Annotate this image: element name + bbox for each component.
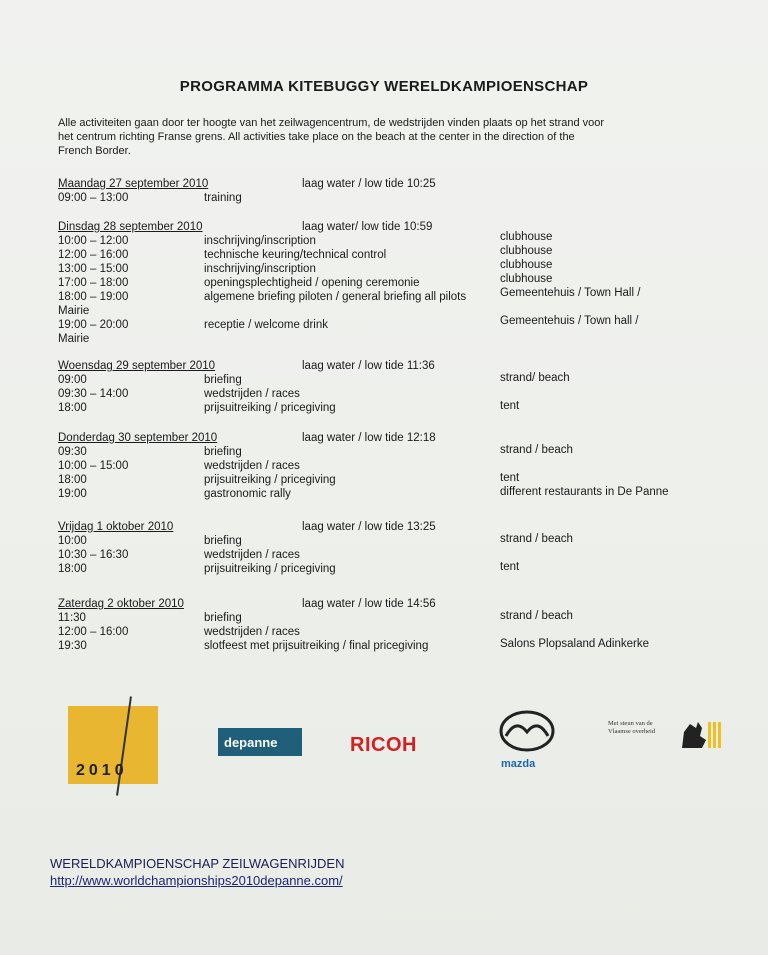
- day-block: [58, 221, 738, 347]
- day-name: Maandag 27 september 2010: [58, 178, 209, 190]
- day-block: [58, 178, 738, 206]
- mazda-wordmark: mazda: [501, 758, 536, 770]
- time-cell: 19:30: [58, 640, 87, 652]
- location-cell: tent: [500, 400, 520, 412]
- day-header: [58, 432, 738, 446]
- time-cell: 18:00: [58, 474, 87, 486]
- time-cell: 19:00 – 20:00: [58, 319, 129, 331]
- time-cell: 12:00 – 16:00: [58, 249, 129, 261]
- ricoh-logo: RICOH: [350, 734, 417, 756]
- time-cell: 17:00 – 18:00: [58, 277, 129, 289]
- schedule-row: [58, 315, 738, 333]
- day-block: [58, 521, 738, 577]
- activity-cell: wedstrijden / races: [204, 549, 300, 561]
- activity-cell: inschrijving/inscription: [204, 263, 316, 275]
- schedule-row: [58, 388, 738, 402]
- schedule-row: [58, 549, 738, 563]
- location-cell: strand/ beach: [500, 372, 570, 384]
- day-block: [58, 360, 738, 416]
- time-cell: 09:30: [58, 446, 87, 458]
- activity-cell: briefing: [204, 374, 242, 386]
- location-cell: strand / beach: [500, 610, 573, 622]
- time-cell: 13:00 – 15:00: [58, 263, 129, 275]
- schedule-row: [58, 192, 738, 206]
- day-header: [58, 521, 738, 535]
- flemish-lion-icon: [678, 718, 722, 754]
- activity-cell: briefing: [204, 446, 242, 458]
- mazda-emblem-icon: [498, 710, 556, 756]
- activity-cell: receptie / welcome drink: [204, 319, 328, 331]
- schedule-row: [58, 563, 738, 577]
- location-cell: Gemeentehuis / Town hall /: [500, 315, 639, 327]
- schedule-row: [58, 535, 738, 549]
- time-cell: 09:00: [58, 374, 87, 386]
- logo-year-text: 2010: [76, 762, 128, 779]
- depanne-logo: depanne: [218, 728, 302, 756]
- activity-cell: wedstrijden / races: [204, 388, 300, 400]
- schedule-row: [58, 612, 738, 626]
- activity-cell: prijsuitreiking / pricegiving: [204, 402, 336, 414]
- location-cell: tent: [500, 561, 520, 573]
- day-header: [58, 360, 738, 374]
- time-cell: 09:00 – 13:00: [58, 192, 129, 204]
- schedule-row: [58, 446, 738, 460]
- schedule-row: [58, 640, 738, 654]
- location-cell: clubhouse: [500, 273, 553, 285]
- activity-cell: technische keuring/technical control: [204, 249, 387, 261]
- day-name: Donderdag 30 september 2010: [58, 432, 218, 444]
- time-cell: 10:00 – 12:00: [58, 235, 129, 247]
- time-cell: 09:30 – 14:00: [58, 388, 129, 400]
- location-cell: different restaurants in De Panne: [500, 486, 669, 498]
- time-cell: 18:00: [58, 563, 87, 575]
- activity-cell: slotfeest met prijsuitreiking / final pricegiving: [204, 640, 429, 652]
- low-tide-info: laag water / low tide 13:25: [302, 521, 436, 533]
- low-tide-info: laag water / low tide 14:56: [302, 598, 436, 610]
- day-header: [58, 178, 738, 192]
- location-cell: strand / beach: [500, 444, 573, 456]
- activity-cell: briefing: [204, 612, 242, 624]
- logo-mast-line: [116, 696, 132, 795]
- day-name: Zaterdag 2 oktober 2010: [58, 598, 184, 610]
- activity-cell: prijsuitreiking / pricegiving: [204, 474, 336, 486]
- day-name: Dinsdag 28 september 2010: [58, 221, 203, 233]
- day-block: [58, 598, 738, 654]
- low-tide-info: laag water/ low tide 10:59: [302, 221, 433, 233]
- time-cell: 10:00 – 15:00: [58, 460, 129, 472]
- day-name: Woensdag 29 september 2010: [58, 360, 216, 372]
- mazda-logo: [498, 710, 558, 770]
- intro-line: het centrum richting Franse grens. All activities take place on the beach at the center in the direction of the: [58, 131, 575, 143]
- schedule-row: [58, 460, 738, 474]
- schedule-row: [58, 245, 738, 263]
- location-cell: strand / beach: [500, 533, 573, 545]
- location-cell: clubhouse: [500, 231, 553, 243]
- activity-cell: wedstrijden / races: [204, 626, 300, 638]
- low-tide-info: laag water / low tide 11:36: [302, 360, 435, 372]
- location-wrap-line: Mairie: [58, 333, 90, 345]
- activity-cell: inschrijving/inscription: [204, 235, 316, 247]
- schedule-row: [58, 488, 738, 502]
- time-cell: 10:30 – 16:30: [58, 549, 129, 561]
- day-header: [58, 221, 738, 235]
- footer: [50, 856, 344, 888]
- low-tide-info: laag water / low tide 12:18: [302, 432, 436, 444]
- footer-heading: WERELDKAMPIOENSCHAP ZEILWAGENRIJDEN: [50, 856, 345, 871]
- day-header: [58, 598, 738, 612]
- intro-line: French Border.: [58, 145, 131, 157]
- activity-cell: openingsplechtigheid / opening ceremonie: [204, 277, 420, 289]
- location-cell: Gemeentehuis / Town Hall /: [500, 287, 641, 299]
- page-title: PROGRAMMA KITEBUGGY WERELDKAMPIOENSCHAP: [179, 78, 589, 95]
- activity-cell: wedstrijden / races: [204, 460, 300, 472]
- time-cell: 12:00 – 16:00: [58, 626, 129, 638]
- location-cell: clubhouse: [500, 259, 553, 271]
- activity-cell: gastronomic rally: [204, 488, 291, 500]
- time-cell: 18:00: [58, 402, 87, 414]
- schedule-row: [58, 259, 738, 277]
- schedule-row: [58, 231, 738, 249]
- low-tide-info: laag water / low tide 10:25: [302, 178, 436, 190]
- location-cell: Salons Plopsaland Adinkerke: [500, 638, 649, 650]
- location-cell: tent: [500, 472, 520, 484]
- time-cell: 10:00: [58, 535, 87, 547]
- activity-cell: algemene briefing piloten / general briefing all pilots: [204, 291, 467, 303]
- intro-line: Alle activiteiten gaan door ter hoogte van het zeilwagencentrum, de wedstrijden vinden plaats op het strand voor: [58, 117, 605, 129]
- sponsor-logos: [0, 690, 768, 810]
- schedule-row: [58, 402, 738, 416]
- schedule-row: [58, 374, 738, 388]
- vlaamse-overheid-text: Met steun van de Vlaamse overheid: [608, 720, 656, 735]
- website-link[interactable]: http://www.worldchampionships2010depanne.com/: [50, 873, 343, 888]
- activity-cell: prijsuitreiking / pricegiving: [204, 563, 336, 575]
- time-cell: 18:00 – 19:00: [58, 291, 129, 303]
- location-cell: clubhouse: [500, 245, 553, 257]
- vlaamse-overheid-logo: [608, 720, 728, 760]
- activity-cell: briefing: [204, 535, 242, 547]
- schedule-row: [58, 287, 738, 305]
- day-name: Vrijdag 1 oktober 2010: [58, 521, 174, 533]
- intro-text: [58, 116, 698, 158]
- time-cell: 19:00: [58, 488, 87, 500]
- location-wrap-line: Mairie: [58, 305, 90, 317]
- time-cell: 11:30: [58, 612, 86, 624]
- activity-cell: training: [204, 192, 242, 204]
- day-block: [58, 432, 738, 502]
- event-2010-logo: [68, 706, 158, 784]
